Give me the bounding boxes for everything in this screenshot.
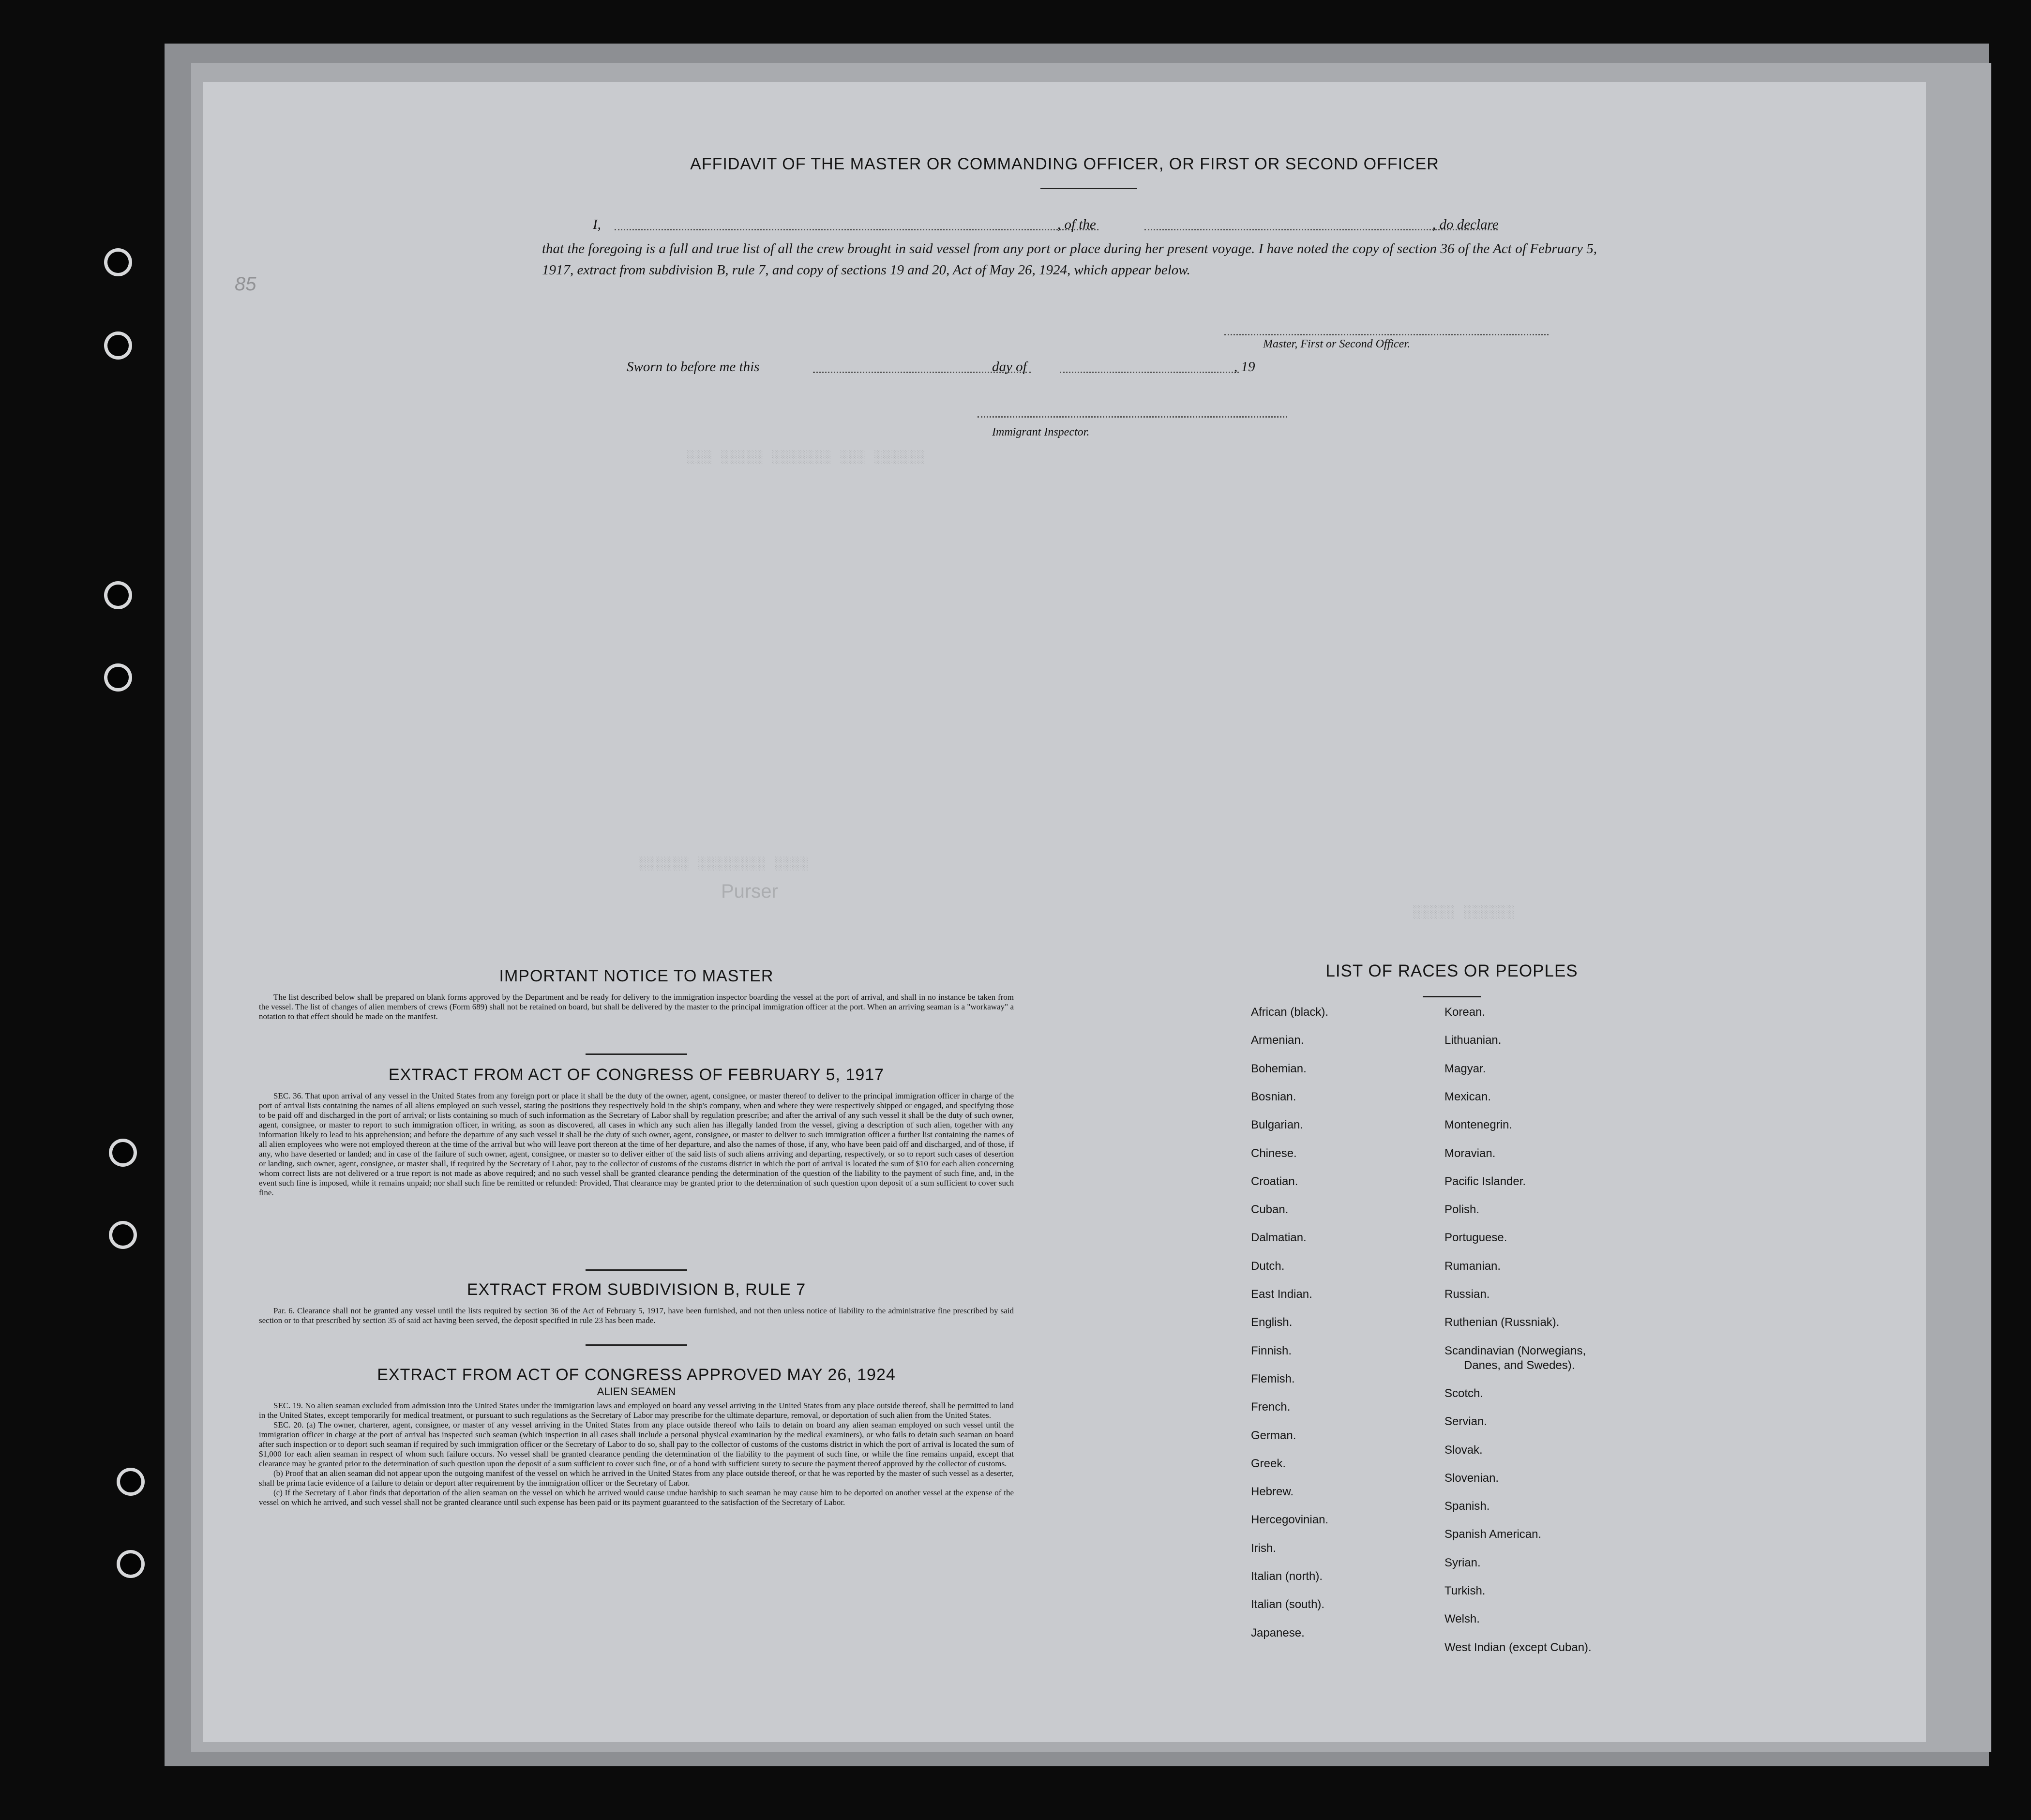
binder-hole xyxy=(112,1224,134,1246)
notice-title: IMPORTANT NOTICE TO MASTER xyxy=(499,967,774,985)
sworn-month-blank[interactable] xyxy=(1060,372,1239,373)
section-divider xyxy=(586,1344,687,1346)
race-item: Bohemian. xyxy=(1251,1062,1307,1075)
notice-text: The list described below shall be prepared on blank forms approved by the Department and be ready for delivery to the immigration inspector boarding the vessel at the port of arrival, and shall in no instance be taken from the vessel. The list of changes of alien members of crews (Form 689) shall not be retained on board, but shall be delivered by the master to the principal immigration officer at the port. When an arriving seaman is a "workaway" a notation to that effect should be made on the manifest. xyxy=(259,993,1014,1021)
affidavit-of-the-label: , of the xyxy=(1057,217,1096,232)
affidavit-i-label: I, xyxy=(593,217,601,232)
race-item: Montenegrin. xyxy=(1444,1118,1513,1132)
race-item: Servian. xyxy=(1444,1415,1488,1429)
race-item: Slovak. xyxy=(1444,1443,1483,1457)
race-item: Scandinavian (Norwegians, xyxy=(1444,1344,1586,1357)
extract-1917-text: SEC. 36. That upon arrival of any vessel in the United States from any foreign port or place it shall be the duty of the owner, agent, consignee, or master thereof to deliver to the principal immigration officer in charge of the port of arrival lists containing the names of all aliens employed on such vessel, stating the positions they respectively hold in the ship's company, when and where they were respectively shipped or engaged, and specifying those to be paid off and discharged in the port of arrival; or lists containing so much of such information as the Secretary of Labor shall by regulation prescribe; and after the arrival of any such vessel it shall be the duty of such owner, agent, consignee, or master to report to such immigration officer, in writing, as soon as discovered, all cases in which any such alien has illegally landed from the vessel, giving a description of such alien, together with any information likely to lead to his apprehension; and before the departure of any such vessel it shall be the duty of such owner, agent, consignee, or master to deliver to such immigration officer a further list containing the names of all alien employees who were not employed thereon at the time of the arrival but who will leave port thereon at the time of her departure, and also the names of those, if any, who have been paid off and discharged, and of those, if any, who have deserted or landed; and in case of the failure of such owner, agent, consignee, or master so to deliver either of the said lists of such aliens arriving and departing, respectively, or so to report such cases of desertion or landing, such owner, agent, consignee, or master shall, if required by the Secretary of Labor, pay to the collector of customs of the customs district in which the port of arrival is located the sum of $10 for each alien concerning whom correct lists are not delivered or a true report is not made as above required; and no such vessel shall be granted clearance pending the determination of the question of the liability to the payment of such fine, and, in the event such fine is imposed, while it remains unpaid; nor shall such fine be remitted or refunded: Provided, That clearance may be granted prior to the determination of such question upon deposit of a sum sufficient to cover such fine. xyxy=(259,1091,1014,1197)
binder-hole xyxy=(107,252,129,273)
signature-caption: Master, First or Second Officer. xyxy=(1263,338,1410,350)
year-label: , 19 xyxy=(1234,359,1255,375)
bleed-through-text: ░░░ ░░░░░ ░░░░░░░ ░░░ ░░░░░░ xyxy=(687,450,926,465)
race-item: Spanish. xyxy=(1444,1500,1490,1513)
title-underline xyxy=(1040,188,1137,189)
race-item: Spanish American. xyxy=(1444,1528,1542,1541)
race-item: Korean. xyxy=(1444,1006,1486,1019)
race-item: Bulgarian. xyxy=(1251,1118,1304,1132)
race-item: Turkish. xyxy=(1444,1584,1486,1597)
extract-1917-section xyxy=(259,1066,1014,1198)
sworn-label: Sworn to before me this xyxy=(627,359,760,375)
race-item: Flemish. xyxy=(1251,1372,1295,1385)
race-item: Pacific Islander. xyxy=(1444,1174,1526,1188)
race-item: Polish. xyxy=(1444,1203,1480,1217)
bleed-through-text: ░░░░░░ ░░░░░░░░ ░░░░ xyxy=(639,857,810,871)
binder-hole xyxy=(107,667,129,688)
extract-rule7-title: EXTRACT FROM SUBDIVISION B, RULE 7 xyxy=(466,1280,806,1299)
binder-hole xyxy=(107,335,129,356)
pencil-mark: 85 xyxy=(235,273,256,295)
race-item: Syrian. xyxy=(1444,1556,1481,1569)
binder-hole xyxy=(120,1471,141,1492)
binder-hole xyxy=(107,585,129,606)
extract-1924-section xyxy=(259,1366,1014,1507)
race-item: Finnish. xyxy=(1251,1344,1292,1357)
race-item: Ruthenian (Russniak). xyxy=(1444,1316,1560,1329)
race-item: German. xyxy=(1251,1429,1296,1442)
affidavit-declare-label: , do declare xyxy=(1432,217,1499,232)
race-item: Magyar. xyxy=(1444,1062,1486,1075)
race-item: Bosnian. xyxy=(1251,1090,1296,1103)
race-item: Scotch. xyxy=(1444,1386,1484,1400)
race-item: Dalmatian. xyxy=(1251,1231,1307,1245)
race-item: Lithuanian. xyxy=(1444,1034,1502,1047)
extract-rule7-section xyxy=(259,1280,1014,1325)
race-item: East Indian. xyxy=(1251,1288,1312,1301)
binder-hole xyxy=(120,1553,141,1575)
race-item: Danes, and Swedes). xyxy=(1464,1358,1575,1372)
race-item: Rumanian. xyxy=(1444,1259,1501,1273)
extract-1924-sec20b: (b) Proof that an alien seaman did not appear upon the outgoing manifest of the vessel on which he arrived in the United States from any place outside thereof, or that he was reported by the master of such vessel as a deserter, shall be prima facie evidence of a failure to detain or deport after requirement by the immigration officer or the Secretary of Labor. xyxy=(259,1469,1014,1488)
extract-rule7-text: Par. 6. Clearance shall not be granted any vessel until the lists required by section 36 of the Act of February 5, 1917, have been furnished, and not then unless notice of liability to the administrative fine prescribed by said section or to that prescribed by section 35 of said act having been served, the deposit specified in rule 23 has been made. xyxy=(259,1306,1014,1325)
races-title-underline xyxy=(1423,996,1481,997)
race-item: Mexican. xyxy=(1444,1090,1491,1103)
extract-1924-title: EXTRACT FROM ACT OF CONGRESS APPROVED MAY 26, 1924 xyxy=(377,1366,896,1384)
race-item: Welsh. xyxy=(1444,1612,1480,1626)
extract-1924-sec20a: SEC. 20. (a) The owner, charterer, agent, consignee, or master of any vessel arriving in the United States from any place outside thereof who fails to detain on board any alien seaman employed on such vessel until the immigration officer in charge at the port of arrival has inspected such seaman (which inspection in all cases shall include a personal physical examination by the medical examiners), or who fails to detain such seaman on board after such inspection or to deport such seaman if required by such immigration officer or the Secretary of Labor to do so, shall pay to the collector of customs of the customs district in which the port of arrival is located the sum of $1,000 for each alien seaman in respect of whom such failure occurs. No vessel shall be granted clearance pending the determination of the liability to the payment of such fine, or while the fine remains unpaid, except that clearance may be granted prior to the determination of such question upon the deposit of a sum sufficient to cover such fine, or of a bond with sufficient surety to secure the payment thereof approved by the collector of customs. xyxy=(259,1420,1014,1468)
signature-line[interactable] xyxy=(1224,334,1549,335)
race-item: Dutch. xyxy=(1251,1259,1285,1273)
race-item: French. xyxy=(1251,1400,1291,1414)
faint-word: Purser xyxy=(721,881,778,902)
binder-hole xyxy=(112,1142,134,1163)
race-item: Portuguese. xyxy=(1444,1231,1507,1245)
affidavit-title: AFFIDAVIT OF THE MASTER OR COMMANDING OFFICER, OR FIRST OR SECOND OFFICER xyxy=(690,155,1439,173)
race-item: Armenian. xyxy=(1251,1034,1304,1047)
race-item: Moravian. xyxy=(1444,1146,1496,1160)
races-title: LIST OF RACES OR PEOPLES xyxy=(1325,962,1578,980)
inspector-caption: Immigrant Inspector. xyxy=(992,426,1090,438)
race-item: Hercegovinian. xyxy=(1251,1513,1329,1527)
extract-1924-sec20c: (c) If the Secretary of Labor finds that deportation of the alien seaman on the vessel on which he arrived would cause undue hardship to such seaman he may cause him to be deported on another vessel at the expense of the vessel on which he arrived, and such vessel shall not be granted clearance until such expense has been paid or its payment guaranteed to the satisfaction of the Secretary of Labor. xyxy=(259,1488,1014,1507)
bleed-through-text: ░░░░░ ░░░░░░ xyxy=(1413,905,1516,919)
race-item: English. xyxy=(1251,1316,1293,1329)
extract-1924-subtitle: ALIEN SEAMEN xyxy=(597,1385,676,1398)
section-divider xyxy=(586,1269,687,1271)
section-divider xyxy=(586,1053,687,1055)
extract-1917-title: EXTRACT FROM ACT OF CONGRESS OF FEBRUARY 5, 1917 xyxy=(388,1066,885,1084)
race-item: Irish. xyxy=(1251,1541,1277,1555)
race-item: Greek. xyxy=(1251,1457,1286,1470)
race-item: West Indian (except Cuban). xyxy=(1444,1640,1592,1654)
race-item: Russian. xyxy=(1444,1288,1490,1301)
day-of-label: day of xyxy=(992,359,1027,375)
race-item: Italian (north). xyxy=(1251,1570,1323,1583)
race-item: Italian (south). xyxy=(1251,1598,1325,1611)
form-page xyxy=(203,82,1926,1742)
race-item: Croatian. xyxy=(1251,1174,1298,1188)
race-item: Cuban. xyxy=(1251,1203,1289,1217)
name-blank[interactable] xyxy=(615,229,1098,230)
notice-section xyxy=(259,967,1014,1022)
inspector-signature-line[interactable] xyxy=(978,416,1287,418)
race-item: Japanese. xyxy=(1251,1626,1305,1640)
race-item: Slovenian. xyxy=(1444,1471,1499,1485)
affidavit-body: that the foregoing is a full and true list of all the crew brought in said vessel from any port or place during her present voyage. I have noted the copy of section 36 of the Act of February 5, 1917, extract from subdivision B, rule 7, and copy of sections 19 and 20, Act of May 26, 1924, which appear below. xyxy=(542,241,1597,278)
race-item: Hebrew. xyxy=(1251,1485,1294,1499)
extract-1924-sec19: SEC. 19. No alien seaman excluded from admission into the United States under the immigration laws and employed on board any vessel arriving in the United States from any place outside thereof, shall be permitted to land in the United States, except temporarily for medical treatment, or pursuant to such regulations as the Secretary of Labor may prescribe for the ultimate departure, removal, or deportation of such alien from the United States. xyxy=(259,1401,1014,1420)
race-item: Chinese. xyxy=(1251,1146,1297,1160)
race-item: African (black). xyxy=(1251,1006,1329,1019)
